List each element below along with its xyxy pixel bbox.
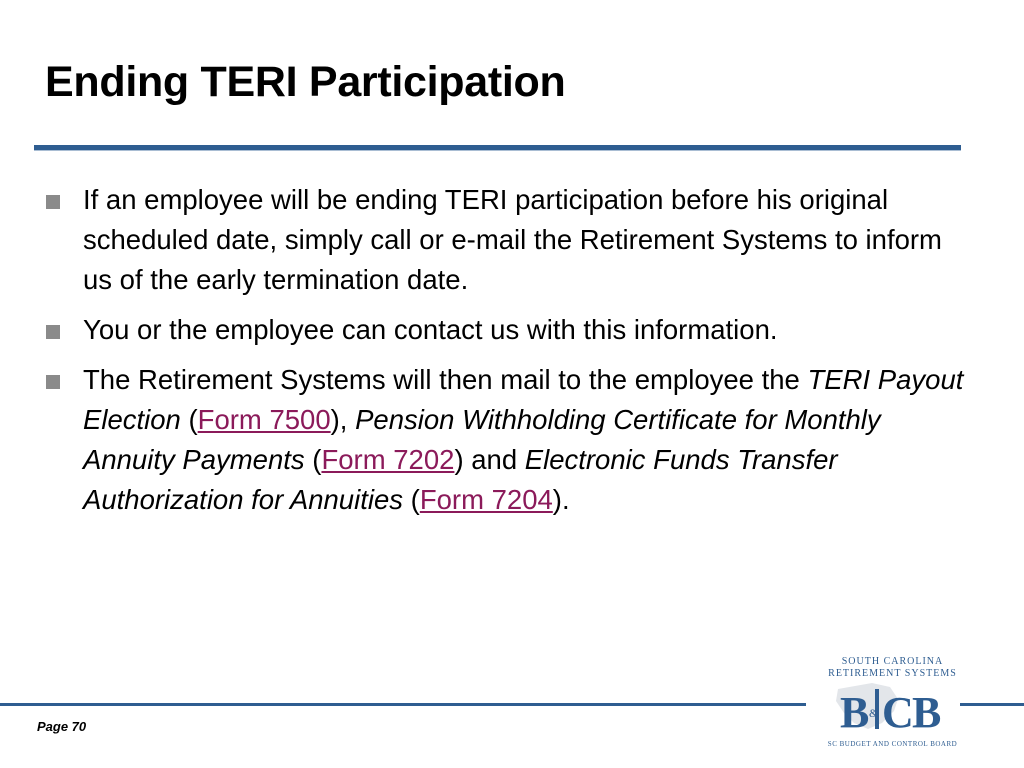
square-bullet-icon — [46, 375, 60, 389]
bcb-logo-mark — [820, 677, 965, 737]
slide-title: Ending TERI Participation — [45, 58, 566, 106]
bullet-item — [44, 180, 964, 300]
sc-retirement-systems-logo — [820, 650, 965, 760]
logo-letter-c: C — [882, 688, 914, 737]
square-bullet-icon — [46, 325, 60, 339]
bullet-text: You or the employee can contact us with this information. — [83, 314, 778, 345]
bullet-text-part: ( — [304, 444, 322, 475]
bullet-item — [44, 360, 964, 520]
footer-rule-right — [960, 703, 1024, 706]
logo-subtitle: SC BUDGET AND CONTROL BOARD — [827, 740, 958, 748]
square-bullet-icon — [46, 195, 60, 209]
logo-text-line1: SOUTH CAROLINA — [841, 656, 944, 667]
logo-letter-b2: B — [912, 688, 942, 737]
form-title-pension-withholding: Pension Withholding Certificate for Monthly Annuity Payments — [83, 404, 881, 475]
footer-rule-left — [0, 703, 806, 706]
logo-ampersand: & — [869, 706, 879, 720]
form-7204-link[interactable]: Form 7204 — [419, 484, 553, 515]
form-title-eft-authorization: Electronic Funds Transfer Authorization for Annuities — [83, 444, 838, 515]
form-title-teri-payout: TERI Payout Election — [83, 364, 964, 435]
bullet-text-part: The Retirement Systems will then mail to the employee the — [83, 364, 808, 395]
form-7202-link[interactable]: Form 7202 — [321, 444, 455, 475]
title-divider — [34, 145, 961, 151]
logo-letter-b1: B — [840, 688, 870, 737]
logo-text-line2: RETIREMENT SYSTEMS — [828, 668, 957, 679]
bullet-text-part: ) and — [454, 444, 525, 475]
bullet-text-part: ( — [403, 484, 420, 515]
form-7500-link[interactable]: Form 7500 — [197, 404, 331, 435]
bullet-list — [44, 180, 964, 530]
bullet-text-part: ), — [330, 404, 356, 435]
page-number: Page 70 — [37, 719, 87, 734]
bullet-text: If an employee will be ending TERI participation before his original scheduled date, simply call or e-mail the Retirement Systems to inform us of the early termination date. — [83, 184, 942, 295]
bullet-text-part: ). — [552, 484, 570, 515]
bullet-item — [44, 310, 964, 350]
bullet-text-part: ( — [180, 404, 198, 435]
